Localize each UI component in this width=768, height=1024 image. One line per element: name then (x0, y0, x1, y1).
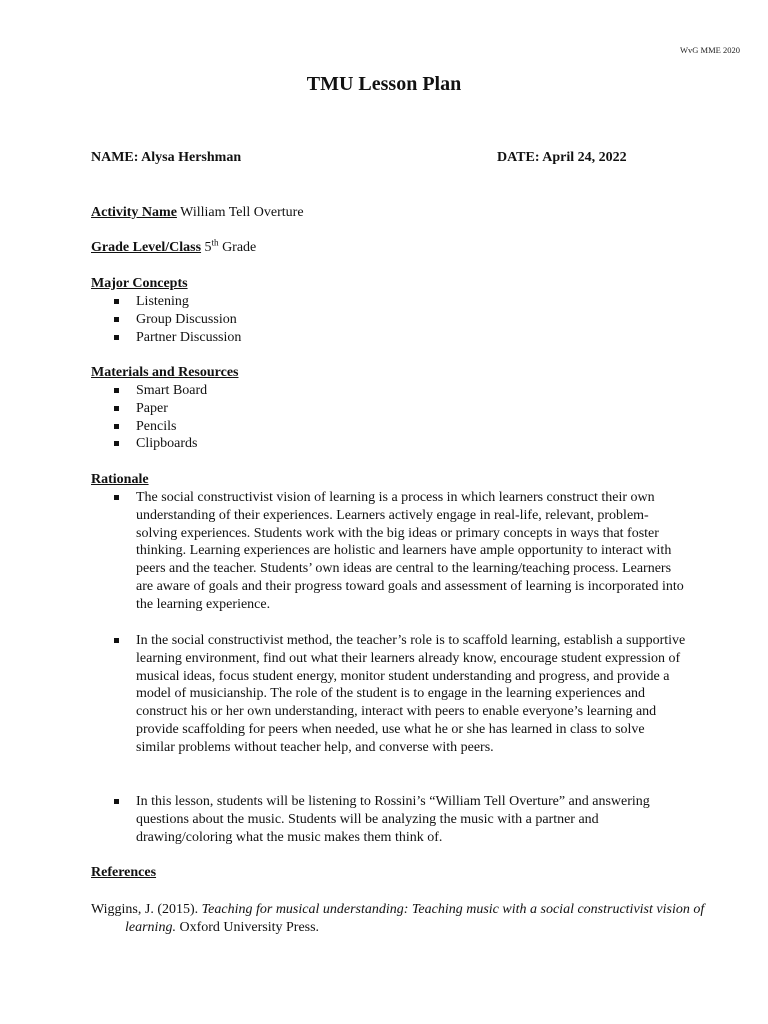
grade-level-row (91, 237, 257, 256)
rationale-paragraph: The social constructivist vision of learning is a process in which learners construct their own understanding of their experiences. Learners actively engage in real-life, relevant, problem-solving experiences. Students work with the big ideas or primary concepts in ways that foster thinking. Learning experiences are holistic and learners have ample opportunity to interact with peers and the teacher. Students’ own ideas are central to the learning/teaching process. Learners are aware of goals and their progress toward goals and assessment of learning is incorporated into the learning experience. (110, 489, 686, 614)
reference-title: Teaching for musical understanding: Teaching music with a social constructivist vision of learning. (125, 902, 705, 935)
rationale-list-3 (110, 793, 686, 846)
rationale-list (110, 489, 686, 614)
rationale-paragraph: In this lesson, students will be listening to Rossini’s “William Tell Overture” and answering questions about the music. Students will be analyzing the music with a partner and drawing/coloring what the music makes them think of. (110, 793, 686, 846)
list-item: Pencils (110, 418, 207, 436)
list-item: Clipboards (110, 435, 207, 453)
activity-name-value: William Tell Overture (176, 205, 304, 220)
major-concepts-heading: Major Concepts (91, 276, 188, 291)
activity-name-row (91, 205, 304, 221)
rationale-list-2 (110, 632, 686, 757)
page-title: TMU Lesson Plan (306, 73, 462, 95)
list-item: Listening (110, 293, 241, 311)
reference-publisher: Oxford University Press. (175, 920, 320, 935)
grade-level-rest: Grade (218, 240, 257, 255)
list-item: Paper (110, 400, 207, 418)
list-item: Partner Discussion (110, 329, 241, 347)
reference-entry (91, 901, 715, 937)
rationale-paragraph: In the social constructivist method, the teacher’s role is to scaffold learning, establish a supportive learning environment, find out what their learners already know, encourage student expression of musical ideas, focus student energy, monitor student understanding and progress, and provide a model of musicianship. The role of the student is to engage in the learning experiences and construct his or her own understanding, interact with peers to enable everyone’s learning and provide scaffolding for peers when needed, use what he or she has learned in class to solve similar problems without teacher help, and converse with peers. (110, 632, 686, 757)
list-item: Smart Board (110, 382, 207, 400)
name-field: NAME: Alysa Hershman (91, 150, 242, 165)
references-heading: References (91, 865, 157, 880)
materials-list (110, 382, 207, 453)
list-item: Group Discussion (110, 311, 241, 329)
grade-level-suffix: th (211, 237, 219, 248)
rationale-heading: Rationale (91, 472, 149, 487)
major-concepts-list (110, 293, 241, 346)
reference-author: Wiggins, J. (2015). (91, 902, 202, 917)
grade-level-number: 5 (201, 240, 212, 255)
activity-name-label: Activity Name (91, 205, 177, 220)
header-tag: WvG MME 2020 (680, 45, 740, 55)
date-field: DATE: April 24, 2022 (497, 150, 627, 165)
materials-heading: Materials and Resources (91, 365, 239, 380)
grade-level-label: Grade Level/Class (91, 240, 202, 255)
